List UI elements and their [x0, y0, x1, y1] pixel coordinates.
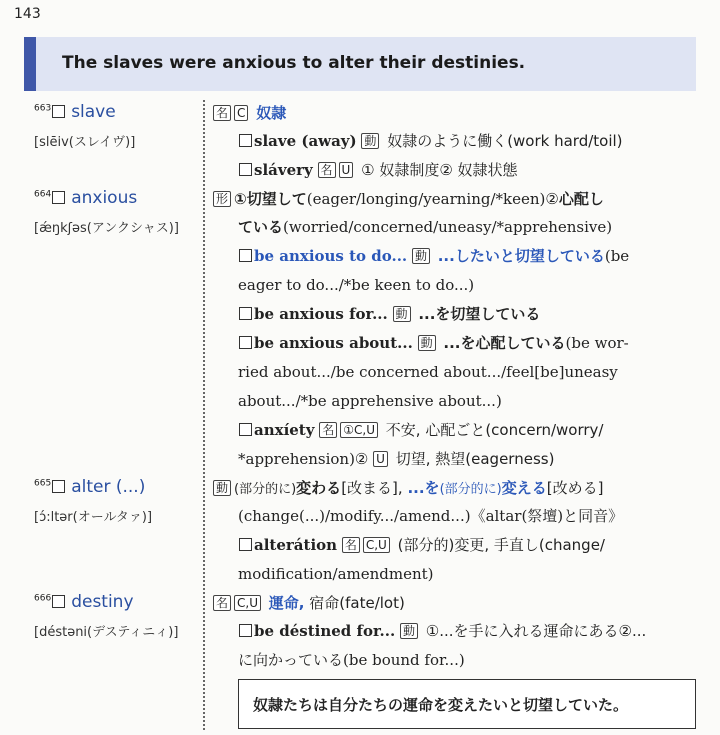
headword: alter (...): [71, 477, 146, 497]
column-divider: [203, 100, 205, 730]
checkbox-icon[interactable]: [239, 624, 252, 637]
entry-number: 663: [34, 103, 52, 114]
phrase-line: [238, 420, 604, 440]
definition: 運命,: [268, 594, 305, 612]
countability-tag: U: [339, 162, 354, 178]
pos-tag: 名: [342, 537, 360, 553]
countability-tag: C,U: [363, 537, 390, 553]
checkbox-icon[interactable]: [239, 336, 252, 349]
pos-tag: 動: [213, 480, 231, 496]
pos-tag: 動: [412, 248, 430, 264]
headword: anxious: [71, 188, 138, 208]
phrase-line: be anxious to do... 動 ...したいと切望している(be: [238, 246, 629, 266]
phrase-line: [238, 160, 518, 180]
definition: 奴隷: [256, 104, 287, 122]
phrase: alterátion: [254, 536, 338, 554]
pos-tag: 名: [213, 105, 231, 121]
phrase: slave (away): [254, 132, 357, 150]
definition-line: 動 (部分的に)変わる[改まる], ...を(部分的に)変える[改める]: [213, 478, 603, 500]
phrase-line: be anxious for... 動 ...を切望している: [238, 304, 540, 324]
checkbox-icon[interactable]: [239, 249, 252, 262]
phrase: be anxious for...: [254, 305, 388, 323]
continuation-line: *apprehension)② U 切望, 熱望(eagerness): [238, 450, 555, 468]
pronunciation: [slēiv(スレイヴ)]: [34, 135, 136, 150]
phrase: be anxious to do...: [254, 247, 408, 265]
checkbox-icon[interactable]: [52, 595, 65, 608]
phrase: slávery: [254, 161, 313, 179]
title-banner: [24, 37, 696, 91]
phrase-line: [238, 621, 646, 641]
headword: slave: [71, 102, 116, 122]
pos-tag: 形: [213, 191, 231, 207]
definition-line: [213, 103, 286, 123]
phrase-gloss: (部分的)変更, 手直し(change/: [397, 536, 605, 554]
entry-head-anxious: [34, 188, 137, 208]
phrase-gloss: 奴隷のように働く(work hard/toil): [387, 132, 623, 150]
definition-line: 形 ①切望して(eager/longing/yearning/*keen)②心配し: [213, 189, 604, 209]
pos-tag: 動: [361, 133, 379, 149]
entry-head-alter: [34, 477, 145, 497]
phrase-line: [238, 131, 623, 151]
checkbox-icon[interactable]: [239, 163, 252, 176]
countability-tag: ①C,U: [340, 422, 378, 438]
continuation-line: eager to do.../*be keen to do...): [238, 276, 475, 294]
translation-box: [238, 679, 696, 729]
pos-tag: 動: [393, 306, 411, 322]
phrase-gloss: ① 奴隷制度② 奴隷状態: [361, 161, 518, 179]
checkbox-icon[interactable]: [239, 134, 252, 147]
page-number: 143: [14, 6, 41, 22]
pos-tag: 名: [318, 162, 336, 178]
definition-line: ている(worried/concerned/uneasy/*apprehensive): [238, 218, 613, 236]
pronunciation: [ǽŋkʃəs(アンクシャス)]: [34, 221, 179, 236]
phrase-gloss: 不安, 心配ごと(concern/worry/: [385, 421, 604, 439]
phrase-gloss: ①...を手に入れる運命にある②...: [425, 622, 647, 640]
pos-tag: 動: [418, 335, 436, 351]
pos-tag: 名: [319, 422, 337, 438]
phrase: be déstined for...: [254, 622, 396, 640]
checkbox-icon[interactable]: [52, 480, 65, 493]
countability-tag: U: [373, 451, 388, 467]
headword: destiny: [71, 592, 134, 612]
entry-number: 665: [34, 478, 52, 489]
pronunciation: [déstəni(デスティニィ)]: [34, 625, 179, 640]
phrase: be anxious about...: [254, 334, 413, 352]
phrase-line: [238, 535, 605, 555]
entry-number: 664: [34, 189, 52, 200]
checkbox-icon[interactable]: [239, 538, 252, 551]
page-title: The slaves were anxious to alter their destinies.: [62, 53, 526, 73]
continuation-line: ried about.../be concerned about.../feel[be]uneasy: [238, 363, 618, 381]
checkbox-icon[interactable]: [52, 105, 65, 118]
continuation-line: about.../*be apprehensive about...): [238, 392, 502, 410]
entry-head-destiny: [34, 592, 134, 612]
continuation-line: modification/amendment): [238, 565, 434, 583]
entry-number: 666: [34, 593, 52, 604]
countability-tag: C,U: [234, 595, 261, 611]
continuation-line: に向かっている(be bound for...): [238, 651, 465, 669]
pos-tag: 動: [400, 623, 418, 639]
continuation-line: (change(...)/modify.../amend...)《altar(祭壇)と同音》: [238, 507, 624, 525]
checkbox-icon[interactable]: [239, 423, 252, 436]
checkbox-icon[interactable]: [52, 191, 65, 204]
entry-head-slave: [34, 102, 116, 122]
pronunciation: [ɔ́:ltər(オールタァ)]: [34, 510, 153, 525]
definition-line: 名 C,U 運命, 宿命(fate/lot): [213, 593, 405, 613]
pos-tag: 名: [213, 595, 231, 611]
countability-tag: C: [234, 105, 248, 121]
phrase: anxíety: [254, 421, 315, 439]
translation-text: 奴隷たちは自分たちの運命を変えたいと切望していた。: [253, 696, 629, 714]
checkbox-icon[interactable]: [239, 307, 252, 320]
phrase-line: be anxious about... 動 ...を心配している(be wor-: [238, 333, 629, 353]
